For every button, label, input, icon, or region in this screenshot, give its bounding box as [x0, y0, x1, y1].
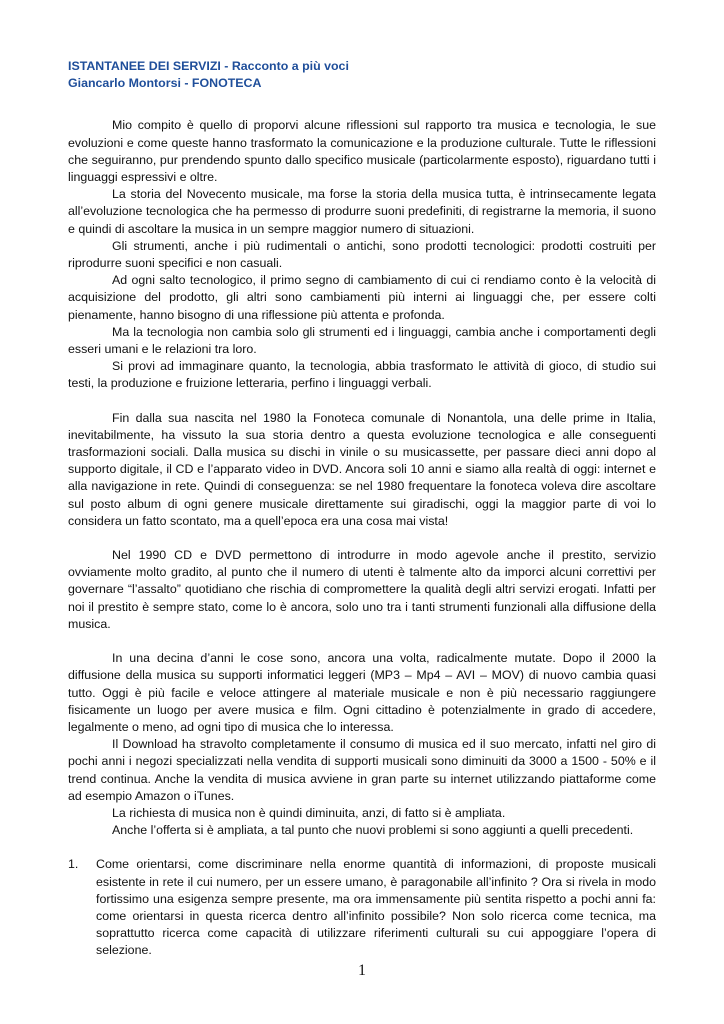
list-item [68, 856, 656, 959]
paragraph: In una decina d’anni le cose sono, ancora una volta, radicalmente mutate. Dopo il 2000 la diffusione della musica su supporti informatici leggeri (MP3 – Mp4 – AVI – MOV) di nuovo cambia quasi tutto. Oggi è più facile e veloce attingere al materiale musicale e non è più necessario raggiungere fisicamente un luogo per avere musica e film. Ogni cittadino è potenzialmente in grado di accedere, legalmente o meno, ad ogni tipo di musica che lo interessa. [68, 651, 656, 734]
document-title: ISTANTANEE DEI SERVIZI - Racconto a più voci [68, 59, 349, 73]
numbered-list [68, 856, 656, 959]
list-item-text: Come orientarsi, come discriminare nella enorme quantità di informazioni, di proposte musicali esistente in rete il cui numero, per un essere umano, è paragonabile all’infinito ? Ora si rivela in modo fortissimo una esigenza sempre presente, ma ora immensamente più sentita rispetto a pochi anni fa: come orientarsi in questa ricerca dentro all’infinito possibile? Non solo ricerca come tecnica, ma soprattutto ricerca come capacità di utilizzare riferimenti culturali su cui appoggiare l’opera di selezione. [96, 857, 656, 958]
paragraph: Gli strumenti, anche i più rudimentali o antichi, sono prodotti tecnologici: prodotti costruiti per riprodurre suoni specifici e non casuali. [68, 238, 656, 271]
paragraph: Il Download ha stravolto completamente il consumo di musica ed il suo mercato, infatti nel giro di pochi anni i negozi specializzati nella vendita di supporti musicali sono diminuiti da 3000 a 1500 - 50% e il trend continua. Anche la vendita di musica avviene in gran parte su internet utilizzando piattaforme come ad esempio Amazon o iTunes. [68, 737, 656, 803]
list-item-number: 1. [68, 857, 79, 872]
paragraph: Ma la tecnologia non cambia solo gli strumenti ed i linguaggi, cambia anche i comportamenti degli esseri umani e le relazioni tra loro. [68, 324, 656, 357]
paragraph: La richiesta di musica non è quindi diminuita, anzi, di fatto si è ampliata. [112, 805, 506, 820]
paragraph: Fin dalla sua nascita nel 1980 la Fonoteca comunale di Nonantola, una delle prime in Italia, inevitabilmente, ha vissuto la sua storia dentro a questa evoluzione tecnologica e alle conseguenti trasformazioni sociali. Dalla musica su dischi in vinile o su musicassette, per passare dieci anni dopo al supporto digitale, il CD e l’apparato video in DVD. Ancora soli 10 anni e siamo alla realtà di oggi: internet e alla navigazione in rete. Quindi di conseguenza: se nel 1980 frequentare la fonoteca voleva dire ascoltare sul posto album di ogni genere musicale direttamente sui giradischi, oggi la maggior parte di voi lo considera un fatto scontato, ma a quell’epoca era una cosa mai vista! [68, 410, 656, 528]
paragraph: Si provi ad immaginare quanto, la tecnologia, abbia trasformato le attività di gioco, di studio sui testi, la produzione e fruizione letteraria, perfino i linguaggi verbali. [68, 359, 656, 391]
document-author: Giancarlo Montorsi - FONOTECA [68, 76, 262, 91]
paragraph: Ad ogni salto tecnologico, il primo segno di cambiamento di cui ci rendiamo conto è la velocità di acquisizione del prodotto, gli altri sono cambiamenti più interni ai linguaggi che, per essere colti pienamente, hanno bisogno di una riflessione più attenta e profonda. [68, 273, 656, 322]
paragraph: Nel 1990 CD e DVD permettono di introdurre in modo agevole anche il prestito, servizio ovviamente molto gradito, al punto che il numero di utenti è talmente alto da imporci alcuni correttivi per governare “l’assalto” quotidiano che rischia di compromettere la qualità degli altri servizi erogati. Infatti per noi il prestito è sempre stato, come lo è ancora, solo uno tra i tanti strumenti funzionali alla diffusione della musica. [68, 548, 656, 631]
paragraph: La storia del Novecento musicale, ma forse la storia della musica tutta, è intrinsecamente legata all’evoluzione tecnologica che ha permesso di produrre suoni predefiniti, di registrarne la memoria, il suono e quindi di ascoltare la musica in un sempre maggior numero di situazioni. [68, 187, 656, 236]
paragraph: Mio compito è quello di proporvi alcune riflessioni sul rapporto tra musica e tecnologia, le sue evoluzioni e come queste hanno trasformato la comunicazione e la produzione culturale. Tutte le riflessioni che seguiranno, pur prendendo spunto dallo specifico musicale (particolarmente esposto), riguardano tutti i linguaggi espressivi e oltre. [68, 118, 656, 185]
page-number: 1 [358, 962, 366, 979]
paragraph: Anche l’offerta si è ampliata, a tal punto che nuovi problemi si sono aggiunti a quelli precedenti. [112, 823, 634, 838]
document-page [68, 58, 656, 960]
